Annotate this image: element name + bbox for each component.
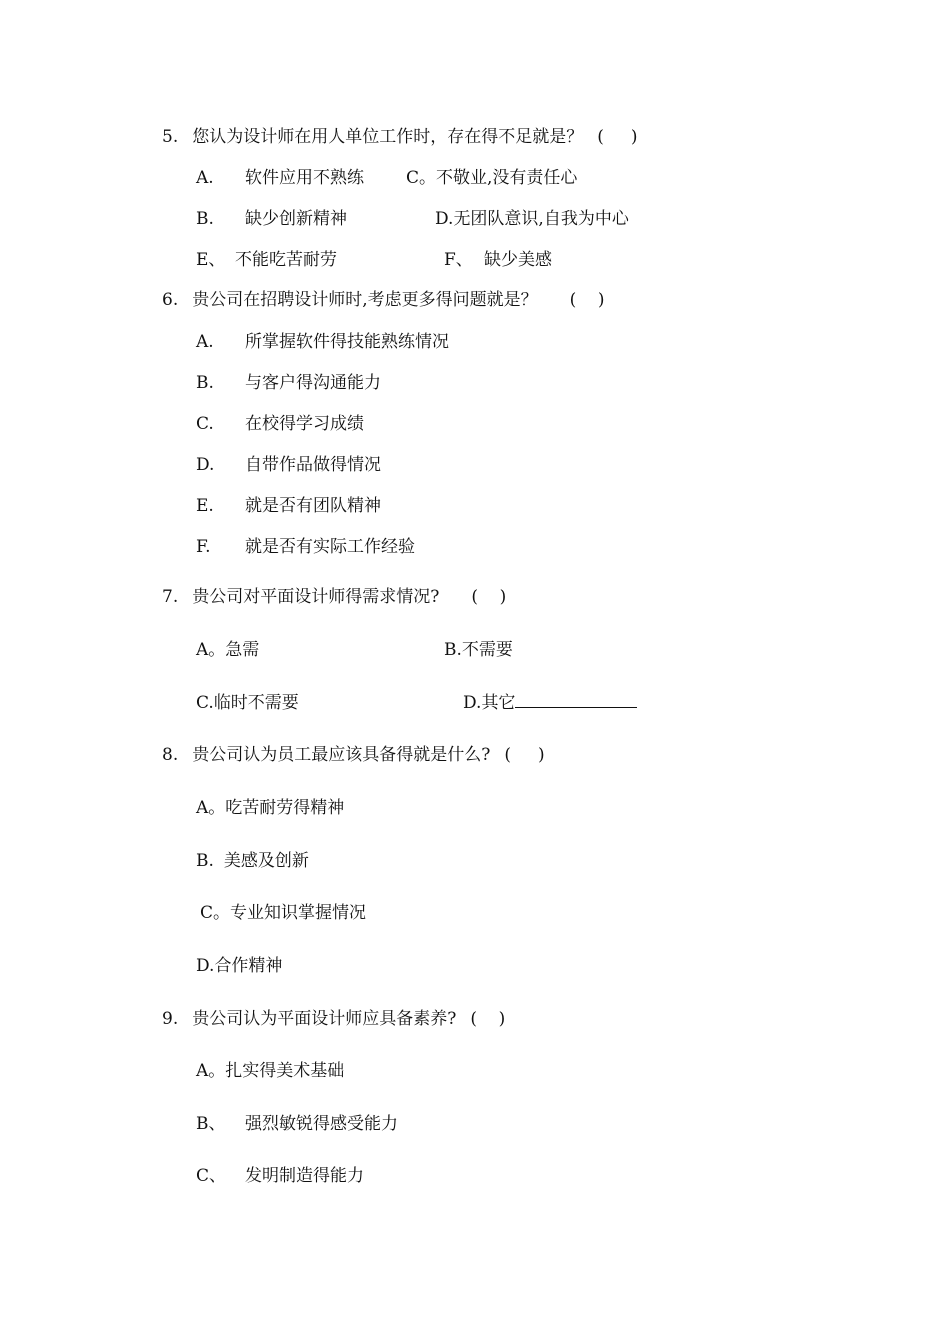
option-a-text: 软件应用不熟练 <box>245 168 364 188</box>
option-f-text: 就是否有实际工作经验 <box>245 537 415 557</box>
option-f-text: 缺少美感 <box>484 250 552 270</box>
option-b: B. <box>196 373 214 393</box>
question-number: 5. <box>162 127 179 147</box>
question-6: 6. 贵公司在招聘设计师时,考虑更多得问题就是？ ( ) <box>162 290 605 310</box>
option-f: F. <box>196 537 211 557</box>
option-a: A。扎实得美术基础 <box>196 1061 345 1081</box>
option-f: F、 <box>444 250 473 270</box>
option-b-text: 缺少创新精神 <box>245 209 347 229</box>
question-text: 您认为设计师在用人单位工作时，存在得不足就是？ <box>192 127 584 147</box>
option-c: C。专业知识掌握情况 <box>200 903 367 923</box>
question-8: 8. 贵公司认为员工最应该具备得就是什么? ( ) <box>162 745 545 765</box>
option-e: E、 <box>196 250 226 270</box>
option-c: C。不敬业,没有责任心 <box>406 168 578 188</box>
option-c-text: 在校得学习成绩 <box>245 414 364 434</box>
option-a: A。吃苦耐劳得精神 <box>196 798 345 818</box>
option-d: D.无团队意识,自我为中心 <box>435 209 629 229</box>
option-d: D.其它 <box>463 692 637 714</box>
option-a: A. <box>196 168 214 188</box>
option-d: D. <box>196 455 215 475</box>
option-a: A。急需 <box>196 640 260 660</box>
question-5 <box>162 126 638 148</box>
question-9: 9. 贵公司认为平面设计师应具备素养? ( ) <box>162 1009 506 1029</box>
option-b: B. 美感及创新 <box>196 851 309 871</box>
fill-in-blank <box>515 693 637 708</box>
option-b-text: 与客户得沟通能力 <box>245 373 381 393</box>
option-b: B. <box>196 209 214 229</box>
question-7: 7. 贵公司对平面设计师得需求情况? ( ) <box>162 587 507 607</box>
option-e-text: 不能吃苦耐劳 <box>235 250 337 270</box>
answer-paren: ( ) <box>597 127 638 147</box>
option-c: C、 <box>196 1166 227 1186</box>
option-a: A. <box>196 332 214 352</box>
option-c: C. <box>196 414 214 434</box>
option-b: B、 <box>196 1114 226 1134</box>
option-a-text: 所掌握软件得技能熟练情况 <box>245 332 449 352</box>
option-c: C.临时不需要 <box>196 693 299 713</box>
option-b: B.不需要 <box>444 640 513 660</box>
option-e: E. <box>196 496 214 516</box>
option-e-text: 就是否有团队精神 <box>245 496 381 516</box>
option-d: D.合作精神 <box>196 956 283 976</box>
option-b-text: 强烈敏锐得感受能力 <box>245 1114 398 1134</box>
option-c-text: 发明制造得能力 <box>245 1166 364 1186</box>
option-d-text: 自带作品做得情况 <box>245 455 381 475</box>
